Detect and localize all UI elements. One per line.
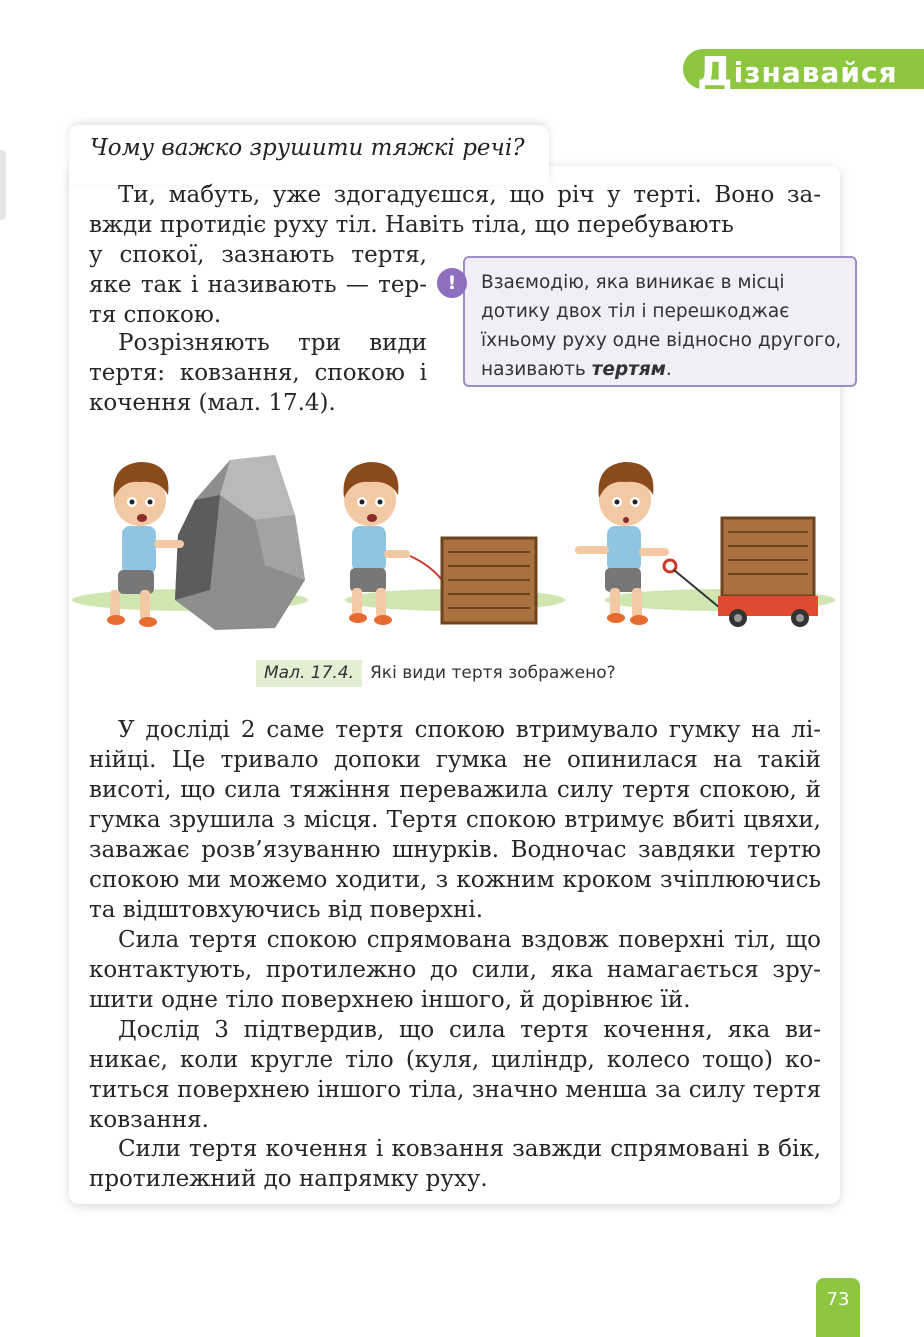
definition-text-after: . (665, 359, 672, 380)
scene-wagon-pull (575, 462, 835, 627)
paragraph-intro: Ти, мабуть, уже здогадуєшся, що річ у терті. Воно завжди протидіє руху тіл. Навіть тіла, що перебувають (89, 182, 821, 238)
section-tab-initial: Д (697, 49, 734, 95)
section-tab (683, 49, 924, 95)
figure-label: Мал. 17.4. (256, 660, 362, 687)
scene-rock-push (72, 455, 308, 630)
definition-term: тертям (591, 359, 666, 380)
exclamation-icon: ! (437, 268, 467, 298)
paragraph-static-friction: у спокої, зазнають тертя, яке так і називають — тертя спокою. (89, 242, 427, 328)
question-heading: Чому важко зрушити тяжкі речі? (90, 135, 525, 161)
paragraph-three-types: Розрізняють три види тертя: ковзання, спокою і кочення (мал. 17.4). (89, 330, 427, 416)
paragraph-friction-direction: Сили тертя кочення і ковзання завжди спрямовані в бік, протилежний до напрямку руху. (89, 1136, 821, 1192)
scene-crate-pull (344, 462, 565, 625)
friction-illustration (70, 440, 840, 640)
paragraph-experiment-2: У досліді 2 саме тертя спокою втримувало гумку на лінійці. Це тривало допоки гумка не опинилася на такій висоті, що сила тяжіння переважила силу тертя спокою, й гумка зрушила з місця. Тертя спокою втримує вбиті цвяхи, заважає розв’язуванню шнурків. Водночас завдяки тертю спокою ми можемо ходити, з кожним кроком зчіплюючись та відштовхуючись від поверхні. (89, 717, 821, 923)
definition-text-before: Взаємодію, яка виникає в місці дотику двох тіл і перешкоджає їхньому руху одне відносно другого, називають (481, 272, 842, 380)
figure-caption: Які види тертя зображено? (370, 663, 616, 683)
definition-text (481, 268, 847, 384)
page-edge-marker (0, 150, 6, 220)
section-tab-label: ізнавайся (733, 56, 898, 89)
paragraph-experiment-3: Дослід 3 підтвердив, що сила тертя кочення, яка виникає, коли кругле тіло (куля, циліндр, колесо тощо) котиться поверхнею іншого тіла, значно менша за силу тертя ковзання. (89, 1017, 821, 1133)
paragraph-static-friction-direction: Сила тертя спокою спрямована вздовж поверхні тіл, що контактують, протилежно до сили, яка намагається зрушити одне тіло поверхнею іншого, й дорівнює їй. (89, 927, 821, 1013)
page-number: 73 (816, 1278, 860, 1337)
